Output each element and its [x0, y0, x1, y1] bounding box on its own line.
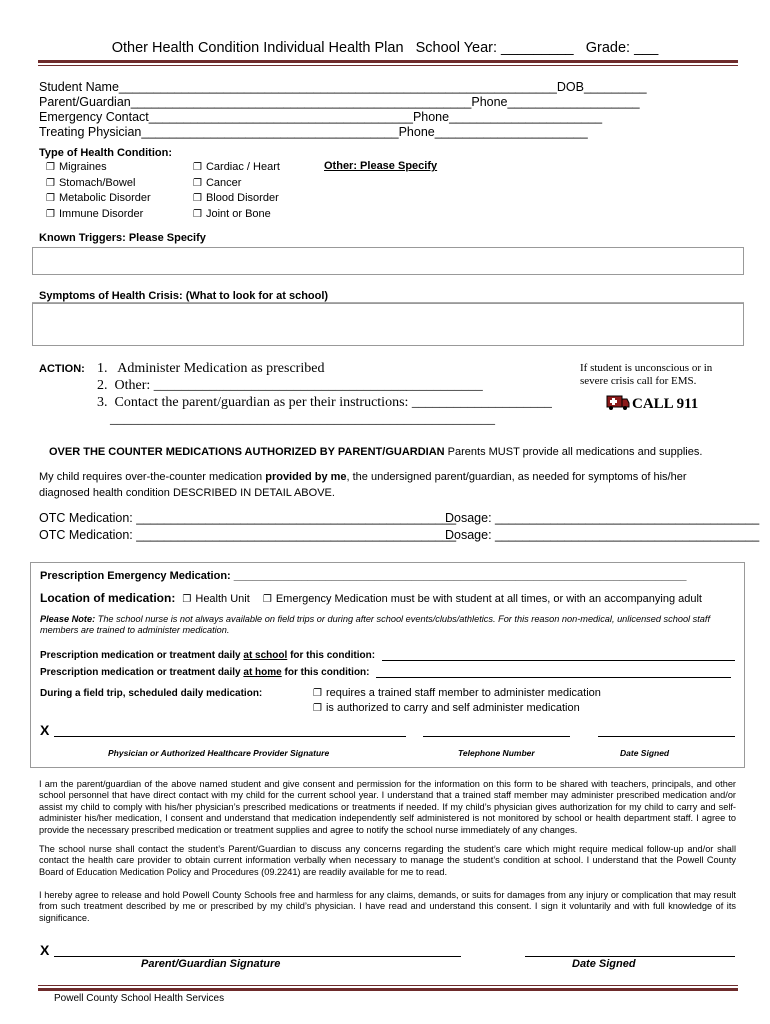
parent-date-line[interactable] [525, 956, 735, 957]
checkbox-self-administer[interactable]: ❐ is authorized to carry and self administer medication [313, 702, 580, 714]
date-label: Date Signed [620, 748, 670, 758]
health-condition-heading: Type of Health Condition: [39, 147, 173, 159]
daily-at-home[interactable]: Prescription medication or treatment daily at home for this condition: [40, 667, 370, 678]
action-label: ACTION: [39, 363, 85, 375]
daily-at-school[interactable]: Prescription medication or treatment daily at school for this condition: [40, 650, 376, 661]
phone-label: Telephone Number [458, 748, 535, 758]
checkbox-joint-bone[interactable]: ❐ Joint or Bone [193, 207, 271, 220]
checkbox-icon: ❐ [313, 703, 322, 714]
checkbox-icon: ❐ [46, 177, 55, 189]
checkbox-trained-staff[interactable]: ❐ requires a trained staff member to administer medication [313, 687, 601, 699]
phone-sig-line[interactable] [423, 736, 570, 737]
consent-paragraph-2: The school nurse shall contact the student’s Parent/Guardian to discuss any concerns regarding the student’s care which might require medical follow-up and/or shall contact the health care provider to obtain current information verbally when necessary to manage the student’s condition at school. I understand that the Powell County Board of Education Medication Policy and Procedures (09.2241) are readily available for me to read. [39, 844, 736, 877]
action-item-3[interactable]: 3. Contact the parent/guardian as per their instructions: ____________________ [97, 395, 552, 410]
otc-heading-rest: Parents MUST provide all medications and supplies. [444, 446, 703, 458]
condition-col-1 [46, 160, 151, 222]
call-911-label: CALL 911 [632, 396, 699, 412]
student-name-line[interactable]: Student Name_______________________________________________________________DOB_________ [39, 80, 647, 94]
checkbox-icon: ❐ [193, 193, 202, 204]
action-item-1: 1. Administer Medication as prescribed [97, 361, 325, 376]
parent-sig-line[interactable] [54, 956, 461, 957]
location-label: Location of medication: [40, 591, 176, 605]
footer-rule-thin [38, 985, 738, 986]
parent-guardian-line[interactable]: Parent/Guardian_________________________________________________Phone___________________ [39, 95, 640, 109]
checkbox-blood[interactable]: ❐ Blood Disorder [193, 192, 279, 204]
otc-heading-bold: OVER THE COUNTER MEDICATIONS AUTHORIZED BY PARENT/GUARDIAN [49, 446, 445, 458]
checkbox-icon: ❐ [46, 193, 55, 204]
triggers-textbox[interactable] [32, 247, 744, 275]
ems-note: If student is unconscious or in severe crisis call for EMS. [580, 362, 713, 387]
checkbox-icon: ❐ [193, 208, 202, 220]
otc-paragraph: My child requires over-the-counter medication provided by me, the undersigned parent/guardian, as needed for symptoms of his/her diagnosed health condition DESCRIBED IN DETAIL ABOVE. [39, 471, 687, 499]
otc-heading [49, 446, 702, 458]
checkbox-with-student[interactable]: ❐ Emergency Medication must be with student at all times, or with an accompanying adult [262, 593, 702, 605]
checkbox-cardiac[interactable]: ❐ Cardiac / Heart [193, 161, 280, 173]
footer-rule [38, 988, 738, 991]
checkbox-health-unit[interactable]: ❐ Health Unit [182, 593, 250, 605]
page-title: Other Health Condition Individual Health Plan School Year: _________ Grade: ___ [111, 40, 659, 56]
daily-home-line [376, 677, 731, 678]
checkbox-icon: ❐ [262, 594, 272, 605]
checkbox-icon: ❐ [46, 162, 55, 173]
other-specify-label: Other: Please Specify [324, 160, 438, 172]
condition-col-2 [193, 160, 280, 222]
checkbox-icon: ❐ [46, 208, 55, 220]
field-trip-label: During a field trip, scheduled daily medication: [40, 688, 263, 699]
checkbox-cancer[interactable]: ❐ Cancer [193, 176, 242, 189]
action-item-4[interactable]: _______________________________________________________ [110, 412, 495, 427]
otc-dosage-2[interactable]: Dosage: ______________________________________ [445, 528, 760, 542]
physician-sig-line[interactable] [54, 736, 406, 737]
action-item-2[interactable]: 2. Other: _______________________________________________ [97, 378, 483, 393]
footer-text: Powell County School Health Services [54, 993, 225, 1004]
checkbox-icon: ❐ [193, 162, 202, 173]
otc-medication-2[interactable]: OTC Medication: ______________________________________________ [39, 528, 457, 542]
location-row [40, 591, 702, 608]
otc-dosage-1[interactable]: Dosage: ______________________________________ [445, 511, 760, 525]
physician-sig-x: X [40, 722, 50, 738]
parent-sig-label: Parent/Guardian Signature [141, 958, 281, 970]
otc-medication-1[interactable]: OTC Medication: ______________________________________________ [39, 511, 457, 525]
checkbox-migraines[interactable]: ❐ Migraines [46, 161, 107, 173]
consent-paragraph-1: I am the parent/guardian of the above named student and give consent and permission for the information on this form to be shared with teachers, principals, and other school personnel that have direct contact with my child for the current school year. I understand that a trained staff member may administer prescribed medication and/or assist my child to comply with his/her physician’s prescribed medications or treatments if needed. If my child’s physician gives authorization for my child to carry and self-administer his/her medication, I consent and understand that medication independently self administered is not monitored by school or health department staff. I agree to provide the necessary prescribed medication or treatment supplies and agree to notify the school nurse immediately of any changes. [39, 779, 736, 835]
parent-sig-x: X [40, 942, 50, 958]
checkbox-icon: ❐ [193, 177, 202, 189]
daily-school-line [382, 660, 735, 661]
parent-date-label: Date Signed [572, 958, 636, 970]
symptoms-label: Symptoms of Health Crisis: (What to look for at school) [39, 290, 329, 302]
checkbox-icon: ❐ [182, 594, 192, 605]
date-sig-line[interactable] [598, 736, 735, 737]
title-rule [38, 60, 738, 63]
emergency-contact-line[interactable]: Emergency Contact______________________________________Phone______________________ [39, 110, 603, 124]
treating-physician-line[interactable]: Treating Physician_____________________________________Phone______________________ [39, 125, 588, 139]
ambulance-icon [606, 393, 630, 416]
title-rule-thin [38, 65, 738, 66]
triggers-label: Known Triggers: Please Specify [39, 232, 206, 244]
checkbox-stomach-bowel[interactable]: ❐ Stomach/Bowel [46, 176, 136, 189]
checkbox-immune[interactable]: ❐ Immune Disorder [46, 207, 144, 220]
physician-sig-label: Physician or Authorized Healthcare Provider Signature [108, 748, 330, 758]
symptoms-textbox[interactable] [32, 303, 744, 346]
please-note: Please Note: The school nurse is not always available on field trips or during after school events/clubs/athletics. For this reason non-medical, unlicensed school staff members are trained to administer medication. [40, 614, 711, 635]
consent-paragraph-3: I hereby agree to release and hold Powell County Schools free and harmless for any claims, demands, or suits for damages from any injury or complication that may result from such treatment described by me or prescribed by my child’s physician. I have read and understand this consent. I sign it voluntarily and with full knowledge of its significance. [39, 890, 736, 923]
checkbox-icon: ❐ [313, 688, 322, 699]
prescription-emergency[interactable]: Prescription Emergency Medication: __________________________________________________________________________ [40, 570, 687, 582]
checkbox-metabolic[interactable]: ❐ Metabolic Disorder [46, 192, 151, 204]
